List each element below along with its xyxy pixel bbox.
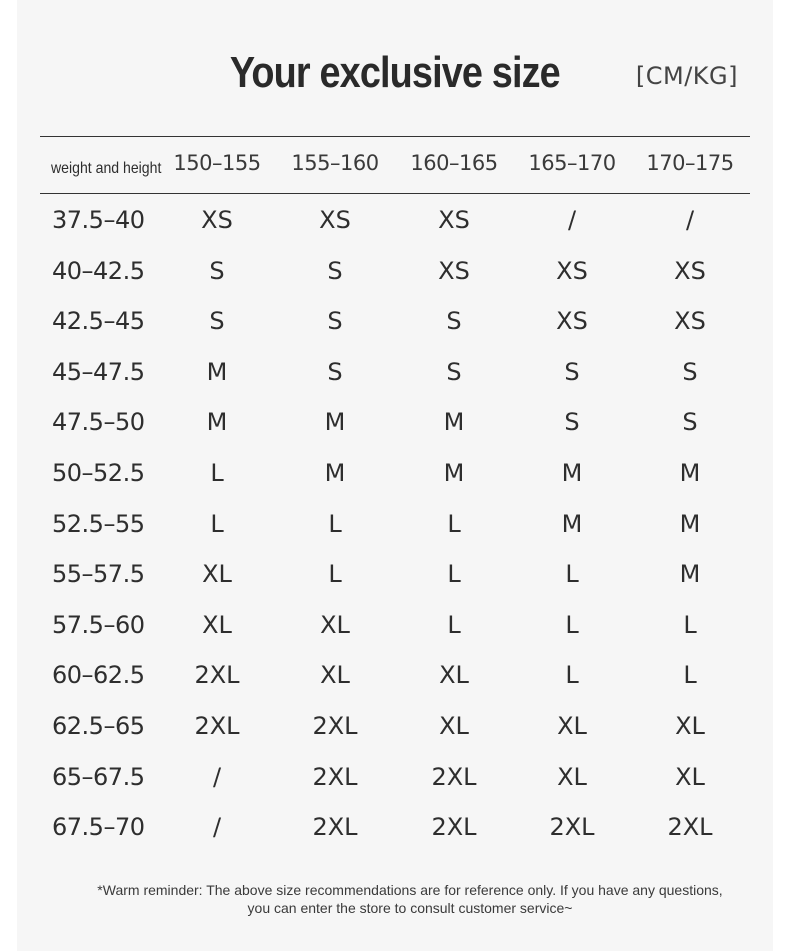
size-cell: 2XL — [194, 661, 240, 690]
size-cell: M — [561, 459, 583, 487]
row-weight-label: 47.5–50 — [52, 408, 145, 437]
table-header-rule — [40, 193, 750, 194]
size-cell: L — [447, 509, 461, 538]
column-header: 155–160 — [291, 151, 379, 175]
size-cell: S — [209, 256, 225, 285]
size-cell: L — [565, 661, 579, 690]
table-row — [0, 611, 790, 651]
size-cell: L — [565, 560, 579, 589]
size-cell: / — [567, 206, 577, 234]
size-cell: M — [206, 408, 228, 437]
size-cell: L — [447, 610, 461, 639]
column-header: 150–155 — [173, 151, 261, 175]
size-cell: XS — [438, 256, 470, 285]
row-weight-label: 65–67.5 — [52, 762, 145, 791]
size-cell: XL — [202, 560, 232, 589]
size-cell: L — [565, 610, 579, 639]
size-cell: S — [209, 307, 225, 336]
corner-label: weight and height — [51, 160, 162, 177]
size-cell: M — [679, 459, 701, 487]
size-cell: M — [324, 408, 346, 437]
table-row — [0, 763, 790, 803]
size-cell: XS — [674, 256, 706, 285]
size-cell: M — [443, 408, 465, 437]
size-cell: M — [443, 459, 465, 487]
size-cell: 2XL — [312, 712, 358, 740]
table-row — [0, 408, 790, 448]
size-cell: 2XL — [312, 813, 358, 842]
table-row — [0, 813, 790, 853]
size-cell: M — [679, 560, 701, 589]
row-weight-label: 67.5–70 — [52, 813, 145, 842]
size-cell: XL — [557, 712, 587, 740]
size-cell: S — [327, 357, 343, 386]
size-cell: S — [682, 357, 698, 386]
unit-label: [CM/KG] — [635, 62, 738, 90]
size-cell: XS — [438, 206, 470, 234]
size-cell: XS — [319, 206, 351, 234]
row-weight-label: 60–62.5 — [52, 661, 145, 690]
row-weight-label: 42.5–45 — [52, 307, 145, 336]
table-row — [0, 257, 790, 297]
size-cell: M — [679, 509, 701, 538]
size-cell: M — [324, 459, 346, 487]
size-cell: / — [212, 813, 222, 842]
table-row — [0, 510, 790, 550]
size-cell: XL — [675, 712, 705, 740]
table-top-rule — [40, 136, 750, 137]
row-weight-label: 45–47.5 — [52, 357, 145, 386]
size-cell: L — [210, 509, 224, 538]
row-weight-label: 62.5–65 — [52, 712, 145, 740]
size-cell: 2XL — [431, 813, 477, 842]
size-cell: XL — [320, 661, 350, 690]
size-cell: L — [683, 610, 697, 639]
size-cell: XS — [674, 307, 706, 336]
column-header: 160–165 — [410, 151, 498, 175]
size-cell: S — [327, 256, 343, 285]
size-cell: L — [328, 560, 342, 589]
row-weight-label: 52.5–55 — [52, 509, 145, 538]
size-cell: L — [210, 459, 224, 487]
size-cell: XL — [439, 712, 469, 740]
size-cell: M — [561, 509, 583, 538]
size-cell: S — [564, 357, 580, 386]
warm-reminder-note: *Warm reminder: The above size recommendations are for reference only. If you have any questions, you can enter the store to consult customer service~ — [97, 882, 723, 916]
column-header: 165–170 — [528, 151, 616, 175]
size-cell: S — [682, 408, 698, 437]
table-row — [0, 459, 790, 499]
size-cell: / — [212, 762, 222, 791]
table-row — [0, 712, 790, 752]
size-cell: S — [446, 357, 462, 386]
size-cell: S — [446, 307, 462, 336]
size-cell: S — [564, 408, 580, 437]
row-weight-label: 50–52.5 — [52, 459, 145, 487]
column-header: 170–175 — [646, 151, 734, 175]
table-row — [0, 206, 790, 246]
table-row — [0, 358, 790, 398]
size-cell: S — [327, 307, 343, 336]
size-cell: 2XL — [549, 813, 595, 842]
size-cell: / — [685, 206, 695, 234]
size-cell: L — [328, 509, 342, 538]
size-cell: XL — [202, 610, 232, 639]
row-weight-label: 37.5–40 — [52, 206, 145, 234]
size-cell: XL — [675, 762, 705, 791]
size-cell: XL — [320, 610, 350, 639]
table-row — [0, 307, 790, 347]
size-cell: M — [206, 357, 228, 386]
size-cell: XL — [557, 762, 587, 791]
size-cell: XS — [556, 256, 588, 285]
size-cell: 2XL — [431, 762, 477, 791]
size-cell: 2XL — [194, 712, 240, 740]
size-cell: L — [683, 661, 697, 690]
size-cell: XL — [439, 661, 469, 690]
size-cell: 2XL — [312, 762, 358, 791]
size-cell: XS — [556, 307, 588, 336]
table-row — [0, 661, 790, 701]
size-cell: 2XL — [667, 813, 713, 842]
table-row — [0, 560, 790, 600]
page-title: Your exclusive size — [229, 48, 560, 97]
row-weight-label: 40–42.5 — [52, 256, 145, 285]
size-cell: L — [447, 560, 461, 589]
row-weight-label: 57.5–60 — [52, 610, 145, 639]
size-cell: XS — [201, 206, 233, 234]
row-weight-label: 55–57.5 — [52, 560, 145, 589]
